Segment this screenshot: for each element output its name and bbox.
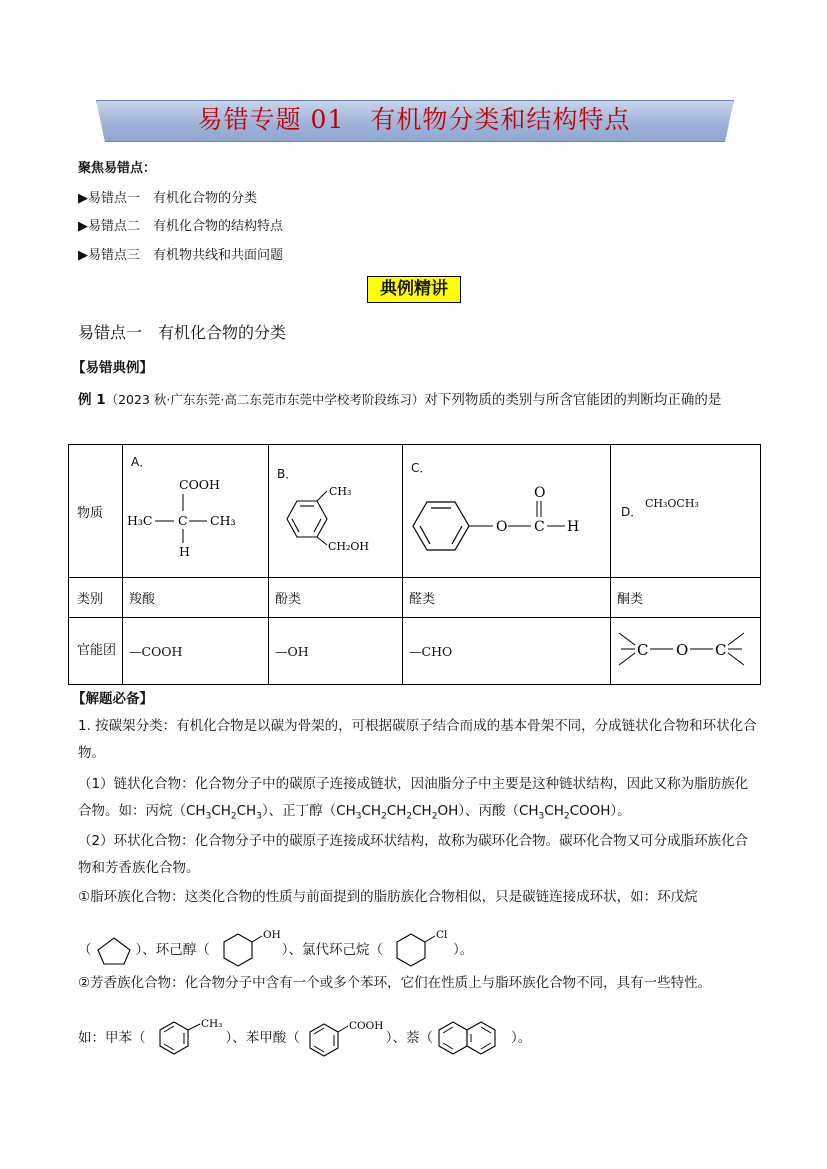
- focus-item-3: ▶易错点三 有机物共线和共面问题: [78, 248, 283, 263]
- ch3-label: CH₃: [200, 1018, 222, 1030]
- naphthalene-label: ）、萘（: [385, 1030, 433, 1046]
- paren-close: ）。: [453, 942, 474, 958]
- cyclopentane-structure: [92, 932, 136, 968]
- group-cell: —COOH: [123, 618, 269, 685]
- aromatic-examples: [78, 1014, 758, 1062]
- question-table: [68, 444, 761, 685]
- toluene-label: 如：甲苯（: [78, 1030, 146, 1046]
- naphthalene-structure: [433, 1016, 511, 1060]
- row-header: 物质: [69, 445, 123, 578]
- option-label: C．: [411, 461, 432, 475]
- option-d-cell: [611, 445, 761, 578]
- example-source: （2023 秋·广东东莞·高二东莞市东莞中学校考阶段练习）: [105, 392, 425, 407]
- formula-ester-o: O: [496, 519, 508, 535]
- benzoic-acid-structure: [300, 1016, 386, 1060]
- formula-carbonyl-o: O: [534, 485, 546, 501]
- row-header: 官能团: [69, 618, 123, 685]
- page-title: 易错专题 01 有机物分类和结构特点: [197, 105, 631, 134]
- table-row-category: [69, 578, 761, 618]
- benzoic-acid-label: ）、苯甲酸（: [225, 1030, 300, 1046]
- formula-c1: C: [637, 641, 649, 659]
- toluene-structure: [146, 1016, 226, 1060]
- category-cell: 醛类: [403, 578, 611, 618]
- example-label: 例 1: [78, 392, 106, 408]
- formula-h: H: [567, 519, 580, 535]
- example-question: [78, 387, 758, 413]
- option-a-structure: [127, 473, 267, 573]
- cyclohexanol-structure: [210, 928, 282, 972]
- table-row-substance: [69, 445, 761, 578]
- paragraph-chain-compounds: （1）链状化合物：化合物分子中的碳原子连接成链状，因油脂分子中主要是这种链状结构，因此又称为脂肪族化合物。如：丙烷$(CH_3CH_2CH_3)$、正丁醇$(CH_3CH_2CH_2CH_2OH)$、丙酸$(CH_3CH_2COOH)$。: [78, 776, 749, 822]
- group-cell: —OH: [269, 618, 403, 685]
- category-cell: 酚类: [269, 578, 403, 618]
- formula-h3c: H₃C: [127, 513, 153, 528]
- alicyclic-examples: [78, 925, 758, 975]
- row-header: 类别: [69, 578, 123, 618]
- formula-cooh: COOH: [179, 477, 220, 492]
- section-badge: 典例精讲: [367, 276, 461, 303]
- formula-h: H: [179, 544, 190, 559]
- formula-c2: C: [715, 641, 727, 659]
- option-label: B．: [277, 467, 298, 481]
- oh-label: OH: [262, 929, 281, 941]
- typical-example-title: 【易错典例】: [72, 360, 153, 376]
- paragraph-alicyclic: ①脂环族化合物：这类化合物的性质与前面提到的脂肪族化合物相似，只是碳链连接成环状，如：环戊烷: [78, 889, 698, 905]
- option-b-structure: [273, 485, 401, 575]
- formula-ch2oh: CH₂OH: [328, 540, 370, 553]
- paragraph-ring-compounds: （2）环状化合物：化合物分子中的碳原子连接成环状结构，故称为碳环化合物。碳环化合物又可分成脂环族化合物和芳香族化合物。: [78, 833, 749, 876]
- focus-title: 聚焦易错点：: [78, 161, 157, 176]
- option-label: A．: [131, 455, 152, 469]
- formula-methyl: CH₃: [329, 485, 352, 498]
- option-b-cell: [269, 445, 403, 578]
- formula-o: O: [676, 641, 689, 659]
- category-cell: 酮类: [611, 578, 761, 618]
- group-cell-ether: [611, 618, 761, 685]
- solution-title: 【解题必备】: [72, 691, 153, 707]
- option-c-cell: [403, 445, 611, 578]
- ether-group-structure: [615, 621, 765, 681]
- cl-label: Cl: [436, 929, 448, 941]
- chlorocyclohexane-label: ）、氯代环己烷（: [281, 942, 383, 958]
- section-heading: 易错点一 有机化合物的分类: [78, 323, 287, 342]
- formula-center-c: C: [178, 513, 188, 528]
- cyclohexanol-label: ）、环己醇（: [135, 942, 210, 958]
- formula-ch3: CH₃: [210, 513, 236, 528]
- chlorocyclohexane-structure: [383, 928, 453, 972]
- paren-open: （: [78, 942, 92, 958]
- category-cell: 羧酸: [123, 578, 269, 618]
- focus-item-2: ▶易错点二 有机化合物的结构特点: [78, 219, 283, 234]
- formula-dimethyl-ether: CH₃OCH₃: [645, 497, 699, 510]
- option-label: D．: [621, 505, 643, 519]
- paragraph-carbon-skeleton: 1. 按碳架分类：有机化合物是以碳为骨架的，可根据碳原子结合而成的基本骨架不同，分成链状化合物和环状化合物。: [78, 718, 757, 761]
- table-row-group: [69, 618, 761, 685]
- cooh-label: COOH: [348, 1020, 384, 1032]
- paren-close: ）。: [511, 1030, 532, 1046]
- example-question-text: 对下列物质的类别与所含官能团的判断均正确的是: [424, 392, 722, 408]
- group-cell: —CHO: [403, 618, 611, 685]
- formula-c: C: [534, 519, 545, 535]
- focus-item-1: ▶易错点一 有机化合物的分类: [78, 191, 257, 206]
- option-c-structure: [407, 480, 607, 580]
- option-a-cell: [123, 445, 269, 578]
- paragraph-aromatic: ②芳香族化合物：化合物分子中含有一个或多个苯环，它们在性质上与脂环族化合物不同，具有一些特性。: [78, 975, 712, 991]
